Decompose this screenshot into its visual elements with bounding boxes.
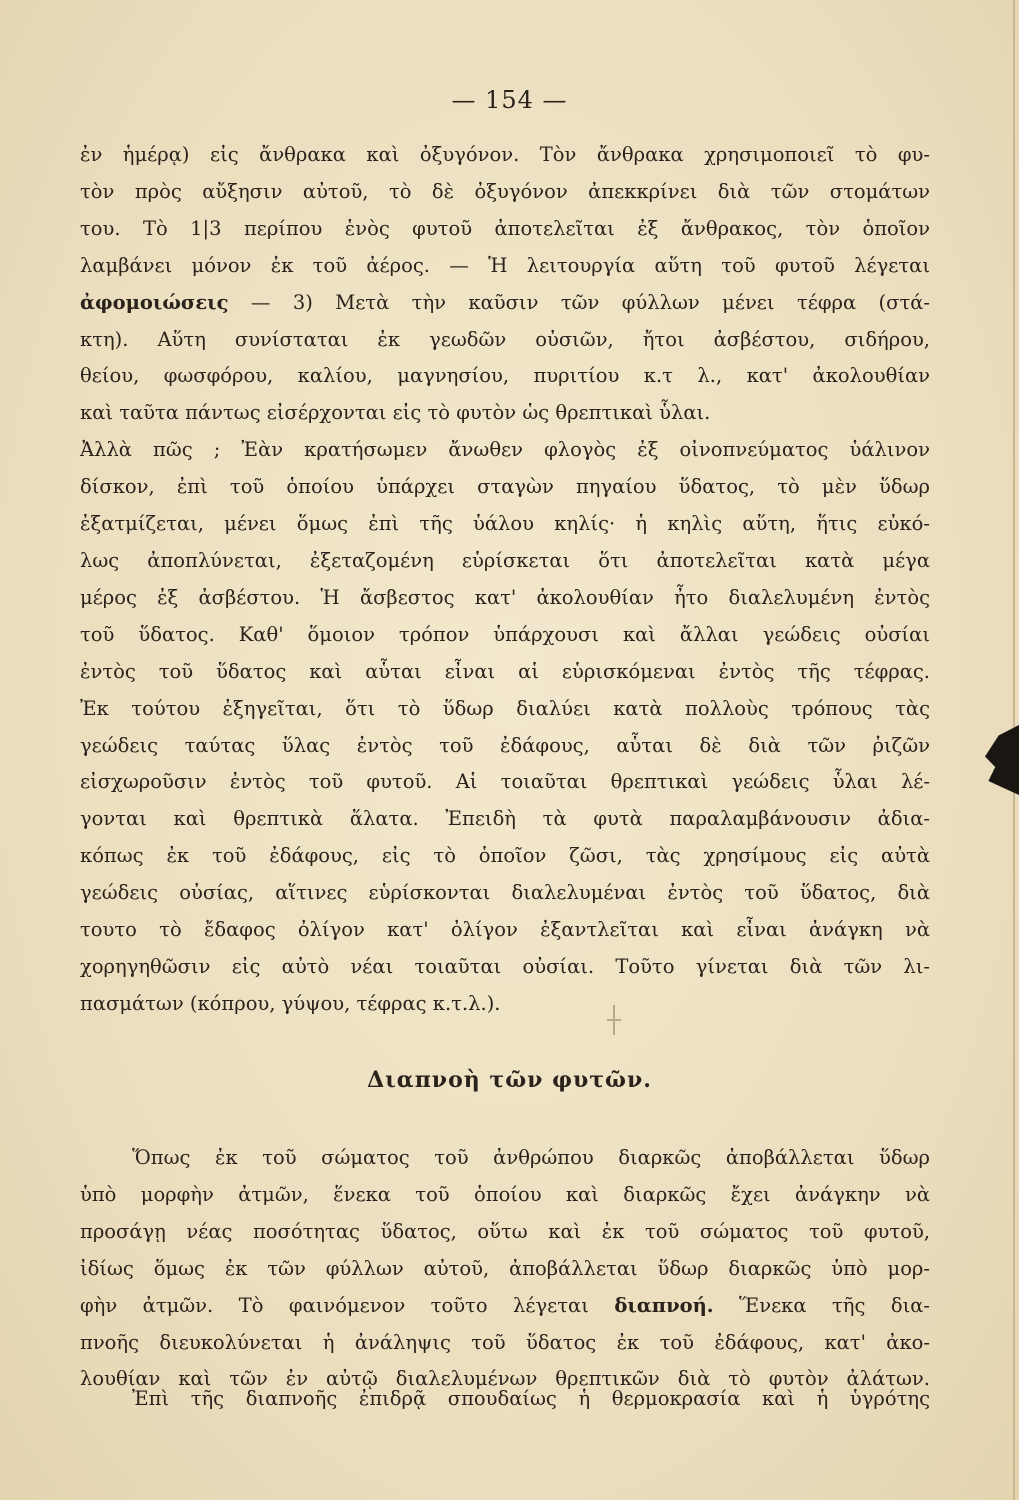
- bold-term-afomoioseis: ἀφομοιώσεις: [80, 290, 229, 314]
- text-line: καὶ ταῦτα πάντως εἰσέρχονται εἰς τὸ φυτὸν ὡς θρεπτικαὶ ὗλαι.: [80, 401, 711, 425]
- text-line: ὑπὸ μορφὴν ἀτμῶν, ἕνεκα τοῦ ὁποίου καὶ διαρκῶς ἔχει ἀνάγκην νὰ: [80, 1182, 930, 1206]
- text-line: κόπως ἐκ τοῦ ἐδάφους, εἰς τὸ ὁποῖον ζῶσι, τὰς χρησίμους εἰς αὐτὰ: [80, 844, 930, 868]
- text-line: λουθίαν καὶ τῶν ἐν αὐτῷ διαλελυμένων θρεπτικῶν διὰ τὸ φυτὸν ἀλάτων.: [80, 1367, 930, 1391]
- text-line: Ἐπὶ τῆς διαπνοῆς ἐπιδρᾷ σπουδαίως ἡ θερμοκρασία καὶ ἡ ὑγρότης: [132, 1387, 930, 1410]
- text-line: γεώδεις οὐσίας, αἵτινες εὑρίσκονται διαλελυμέναι ἐντὸς τοῦ ὕδατος, διὰ: [80, 881, 930, 905]
- text-line: κτη). Αὕτη συνίσταται ἐκ γεωδῶν οὐσιῶν, ἤτοι ἀσβέστου, σιδήρου,: [80, 327, 930, 351]
- text-line: εἰσχωροῦσιν ἐντὸς τοῦ φυτοῦ. Αἱ τοιαῦται θρεπτικαὶ γεώδεις ὗλαι λέ-: [80, 770, 930, 794]
- text-line: πασμάτων (κόπρου, γύψου, τέφρας κ.τ.λ.).: [80, 991, 501, 1015]
- paragraph-3: [80, 1381, 930, 1418]
- torn-edge: [985, 725, 1019, 795]
- text-line: γονται καὶ θρεπτικὰ ἅλατα. Ἐπειδὴ τὰ φυτὰ παραλαμβάνουσιν ἀδια-: [80, 807, 930, 831]
- text-line: προσάγῃ νέας ποσότητας ὕδατος, οὕτω καὶ ἐκ τοῦ σώματος τοῦ φυτοῦ,: [80, 1219, 930, 1243]
- text-line: τοῦ ὕδατος. Καθ' ὅμοιον τρόπον ὑπάρχουσι καὶ ἄλλαι γεώδεις οὐσίαι: [80, 622, 930, 646]
- text-line: πνοῆς διευκολύνεται ἡ ἀνάληψις τοῦ ὕδατος ἐκ τοῦ ἐδάφους, κατ' ἀκο-: [80, 1330, 930, 1354]
- section-heading: Διαπνοὴ τῶν φυτῶν.: [367, 1067, 652, 1093]
- text-fragment: — 3) Μετὰ τὴν καῦσιν τῶν φύλλων μένει τέφρα (στά-: [250, 290, 931, 314]
- page-number: — 154 —: [451, 86, 568, 114]
- paragraph-2: [80, 1140, 930, 1398]
- text-line: Ἐκ τούτου ἐξηγεῖται, ὅτι τὸ ὕδωρ διαλύει κατὰ πολλοὺς τρόπους τὰς: [80, 696, 930, 720]
- text-line: τουτο τὸ ἔδαφος ὀλίγον κατ' ὀλίγον ἐξαντλεῖται καὶ εἶναι ἀνάγκη νὰ: [80, 918, 930, 942]
- text-line: ἐξατμίζεται, μένει ὅμως ἐπὶ τῆς ὑάλου κηλίς· ἡ κηλὶς αὕτη, ἥτις εὐκό-: [80, 512, 930, 536]
- text-line: μέρος ἐξ ἀσβέστου. Ἡ ἄσβεστος κατ' ἀκολουθίαν ἦτο διαλελυμένη ἐντὸς: [80, 585, 930, 609]
- text-line-with-term: [80, 285, 930, 322]
- text-line: Ἀλλὰ πῶς ; Ἐὰν κρατήσωμεν ἄνωθεν φλογὸς ἐξ οἰνοπνεύματος ὑάλινον: [80, 438, 930, 462]
- text-fragment: φὴν ἀτμῶν. Τὸ φαινόμενον τοῦτο λέγεται: [80, 1293, 589, 1317]
- text-line: ἐν ἡμέρᾳ) εἰς ἄνθρακα καὶ ὀξυγόνον. Τὸν ἄνθρακα χρησιμοποιεῖ τὸ φυ-: [80, 143, 930, 166]
- text-line: τὸν πρὸς αὔξησιν αὐτοῦ, τὸ δὲ ὀξυγόνον ἀπεκκρίνει διὰ τῶν στομάτων: [80, 179, 930, 203]
- text-line: γεώδεις ταύτας ὕλας ἐντὸς τοῦ ἐδάφους, αὗται δὲ διὰ τῶν ῥιζῶν: [80, 733, 930, 757]
- text-line: δίσκον, ἐπὶ τοῦ ὁποίου ὑπάρχει σταγὼν πηγαίου ὕδατος, τὸ μὲν ὕδωρ: [80, 475, 930, 499]
- text-line: θείου, φωσφόρου, καλίου, μαγνησίου, πυριτίου κ.τ λ., κατ' ἀκολουθίαν: [80, 364, 930, 388]
- paragraph-1: [80, 137, 930, 1023]
- registration-mark: [607, 1005, 621, 1035]
- bold-term-diapnoi: διαπνοή.: [614, 1293, 714, 1317]
- text-fragment: Ἕνεκα τῆς δια-: [739, 1293, 931, 1317]
- text-line-with-term: [80, 1288, 930, 1325]
- text-line: λαμβάνει μόνον ἐκ τοῦ ἀέρος. — Ἡ λειτουργία αὕτη τοῦ φυτοῦ λέγεται: [80, 253, 930, 277]
- text-line: ἰδίως ὅμως ἐκ τῶν φύλλων αὐτοῦ, ἀποβάλλεται ὕδωρ διαρκῶς ὑπὸ μορ-: [80, 1256, 930, 1280]
- text-line: ἐντὸς τοῦ ὕδατος καὶ αὗται εἶναι αἱ εὑρισκόμεναι ἐντὸς τῆς τέφρας.: [80, 659, 930, 683]
- text-line: Ὅπως ἐκ τοῦ σώματος τοῦ ἀνθρώπου διαρκῶς ἀποβάλλεται ὕδωρ: [132, 1146, 930, 1169]
- text-line: του. Τὸ 1|3 περίπου ἑνὸς φυτοῦ ἀποτελεῖται ἐξ ἄνθρακος, τὸν ὁποῖον: [80, 216, 930, 240]
- text-line: χορηγηθῶσιν εἰς αὐτὸ νέαι τοιαῦται οὐσίαι. Τοῦτο γίνεται διὰ τῶν λι-: [80, 954, 930, 978]
- text-line: λως ἀποπλύνεται, ἐξεταζομένη εὑρίσκεται ὅτι ἀποτελεῖται κατὰ μέγα: [80, 548, 930, 572]
